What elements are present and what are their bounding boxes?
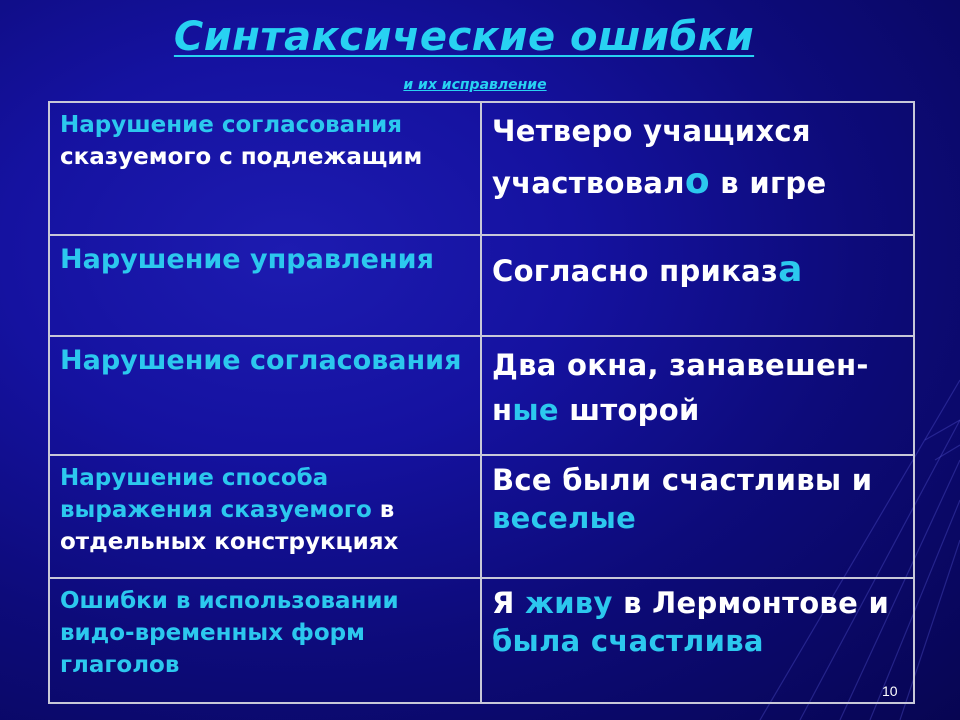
error-type-cell xyxy=(49,336,481,455)
error-type-text-white: в отдельных конструкциях xyxy=(60,497,399,556)
example-text: Четверо учащихся участвовал xyxy=(492,114,811,200)
subtitle-text: и их исправление xyxy=(403,77,547,93)
example-text: Я xyxy=(492,586,526,620)
example-correction-2: была счастлива xyxy=(492,623,764,658)
page-number: 10 xyxy=(882,683,898,699)
error-type-text-white: сказуемого с подлежащим xyxy=(60,144,423,171)
example-cell xyxy=(481,578,914,703)
page-subtitle xyxy=(0,74,960,93)
example-text-end: в игре xyxy=(709,165,827,200)
example-correction: ые xyxy=(512,392,559,427)
example-text: Два окна, занавешен-н xyxy=(492,348,869,427)
example-text: Согласно приказ xyxy=(492,254,779,288)
table-row xyxy=(49,455,914,578)
error-type-text: Нарушение согласования xyxy=(60,345,462,376)
example-correction: о xyxy=(684,160,710,202)
example-cell xyxy=(481,336,914,455)
syntax-errors-table xyxy=(48,101,915,704)
error-type-cell xyxy=(49,578,481,703)
example-correction: а xyxy=(778,249,803,290)
example-cell xyxy=(481,102,914,235)
table-row xyxy=(49,578,914,703)
example-text-mid: в Лермонтове и xyxy=(612,586,890,620)
example-cell xyxy=(481,455,914,578)
error-type-cell xyxy=(49,455,481,578)
example-text-end: шторой xyxy=(558,392,700,427)
error-type-text: Нарушение способа выражения сказуемого xyxy=(60,465,372,524)
page-title xyxy=(0,14,960,60)
table-row xyxy=(49,235,914,336)
error-type-cell xyxy=(49,235,481,336)
title-text: Синтаксические ошибки xyxy=(173,14,755,60)
example-correction: живу xyxy=(525,586,613,620)
table-row xyxy=(49,336,914,455)
error-type-text: Ошибки в использовании видо-временных форм глаголов xyxy=(60,588,399,679)
error-type-text: Нарушение согласования xyxy=(60,112,402,138)
error-type-cell xyxy=(49,102,481,235)
table-row xyxy=(49,102,914,235)
example-cell xyxy=(481,235,914,336)
example-correction: веселые xyxy=(492,500,637,535)
error-type-text: Нарушение управления xyxy=(60,244,434,275)
example-text: Все были счастливы и xyxy=(492,463,873,497)
